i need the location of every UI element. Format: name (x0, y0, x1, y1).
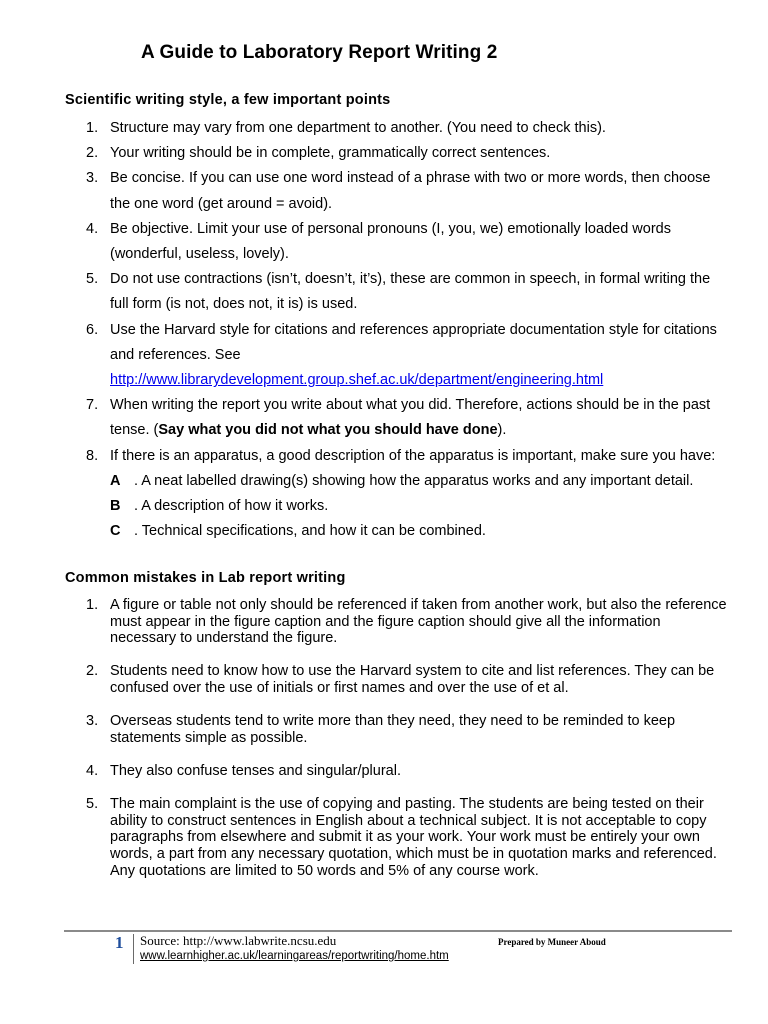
item-number: 2. (86, 145, 99, 162)
item-number: 5. (86, 271, 99, 288)
item-text: The main complaint is the use of copying and pasting. The students are being tested on their ability to construct sentences in English about a technical subject. It is not acceptable to copy paragraphs from elsewhere and submit it as your work. Your work must be entirely your own words, a part from any necessary quotation, which must be in quotation marks and referenced. Any quotations are limited to 50 words and 5% of any course work. (110, 796, 717, 879)
document-title: A Guide to Laboratory Report Writing 2 (141, 42, 498, 63)
list-item (0, 267, 728, 317)
sub-item-letter: B (110, 498, 121, 515)
item-number: 6. (86, 321, 99, 338)
list-item (0, 217, 728, 267)
list-item (0, 796, 728, 879)
item-text: They also confuse tenses and singular/plural. (110, 762, 401, 779)
item-text: Use the Harvard style for citations and references appropriate documentation style for citations and references. See (110, 321, 717, 363)
page-number: 1 (115, 933, 124, 952)
library-development-link[interactable]: http://www.librarydevelopment.group.shef.ac.uk/department/engineering.html (110, 372, 604, 389)
list-item (0, 444, 728, 469)
footer-learnhigher-link[interactable]: www.learnhigher.ac.uk/learningareas/reportwriting/home.htm (140, 950, 449, 962)
item-number: 7. (86, 397, 99, 414)
item-text: Your writing should be in complete, grammatically correct sentences. (110, 145, 551, 162)
footer-prepared-by: Prepared by Muneer Aboud (498, 937, 606, 947)
footer-vertical-divider (133, 934, 134, 964)
list-item (0, 597, 728, 647)
item-number: 3. (86, 713, 99, 730)
item-text: Be objective. Limit your use of personal pronouns (I, you, we) emotionally loaded words (wonderful, useless, lovely). (110, 220, 671, 263)
item-text: A figure or table not only should be referenced if taken from another work, but also the reference must appear in the figure caption and the figure caption should give all the information necessary to understand the figure. (110, 597, 727, 647)
sub-item-b (0, 494, 768, 519)
item-text: When writing the report you write about what you did. Therefore, actions should be in the past tense. (110, 397, 711, 439)
item-text: Structure may vary from one department to another. (You need to check this). (110, 120, 606, 136)
list-item (0, 141, 728, 166)
sub-item-letter: A (110, 472, 121, 489)
sub-item-letter: C (110, 523, 121, 540)
sub-item-text: . Technical specifications, and how it can be combined. (134, 523, 486, 540)
section-heading-common-mistakes: Common mistakes in Lab report writing (65, 570, 346, 586)
footer-source: Source: http://www.labwrite.ncsu.edu (140, 933, 337, 948)
common-mistakes-list (0, 597, 768, 896)
item-number: 5. (86, 796, 99, 813)
item-text: Do not use contractions (isn’t, doesn’t, it’s), these are common in speech, in formal writing the full form (is not, does not, it is) is used. (110, 271, 711, 313)
writing-style-list (0, 116, 768, 544)
item-number: 4. (86, 762, 99, 779)
item-number: 3. (86, 170, 99, 187)
sub-item-text: . A description of how it works. (134, 498, 329, 515)
list-item (0, 116, 728, 141)
item-number: 1. (86, 120, 99, 136)
sub-item-text: . A neat labelled drawing(s) showing how the apparatus works and any important detail. (134, 472, 694, 489)
list-item (0, 393, 728, 443)
item-text: Be concise. If you can use one word instead of a phrase with two or more words, then choose the one word (get around = avoid). (110, 170, 711, 212)
item-text: Overseas students tend to write more than they need, they need to be reminded to keep statements simple as possible. (110, 713, 676, 746)
item-text-close: ). (497, 422, 507, 439)
item-emphasis: Say what you did not what you should have done (158, 422, 498, 439)
footer-divider-line (64, 930, 732, 932)
item-number: 8. (86, 447, 99, 464)
item-number: 1. (86, 597, 99, 613)
item-text-open-paren: ( (153, 422, 159, 439)
list-item (0, 713, 728, 746)
item-number: 4. (86, 220, 99, 237)
list-item (0, 318, 728, 394)
list-item (0, 663, 728, 696)
section-heading-writing-style: Scientific writing style, a few important points (65, 92, 391, 108)
list-item (0, 763, 728, 780)
list-item (0, 166, 728, 216)
item-text: Students need to know how to use the Harvard system to cite and list references. They can be confused over the use of initials or first names and over the use of et al. (110, 663, 715, 696)
sub-item-a (0, 469, 768, 494)
item-text: If there is an apparatus, a good description of the apparatus is important, make sure you have: (110, 447, 716, 464)
sub-item-c (0, 519, 768, 544)
item-number: 2. (86, 663, 99, 680)
